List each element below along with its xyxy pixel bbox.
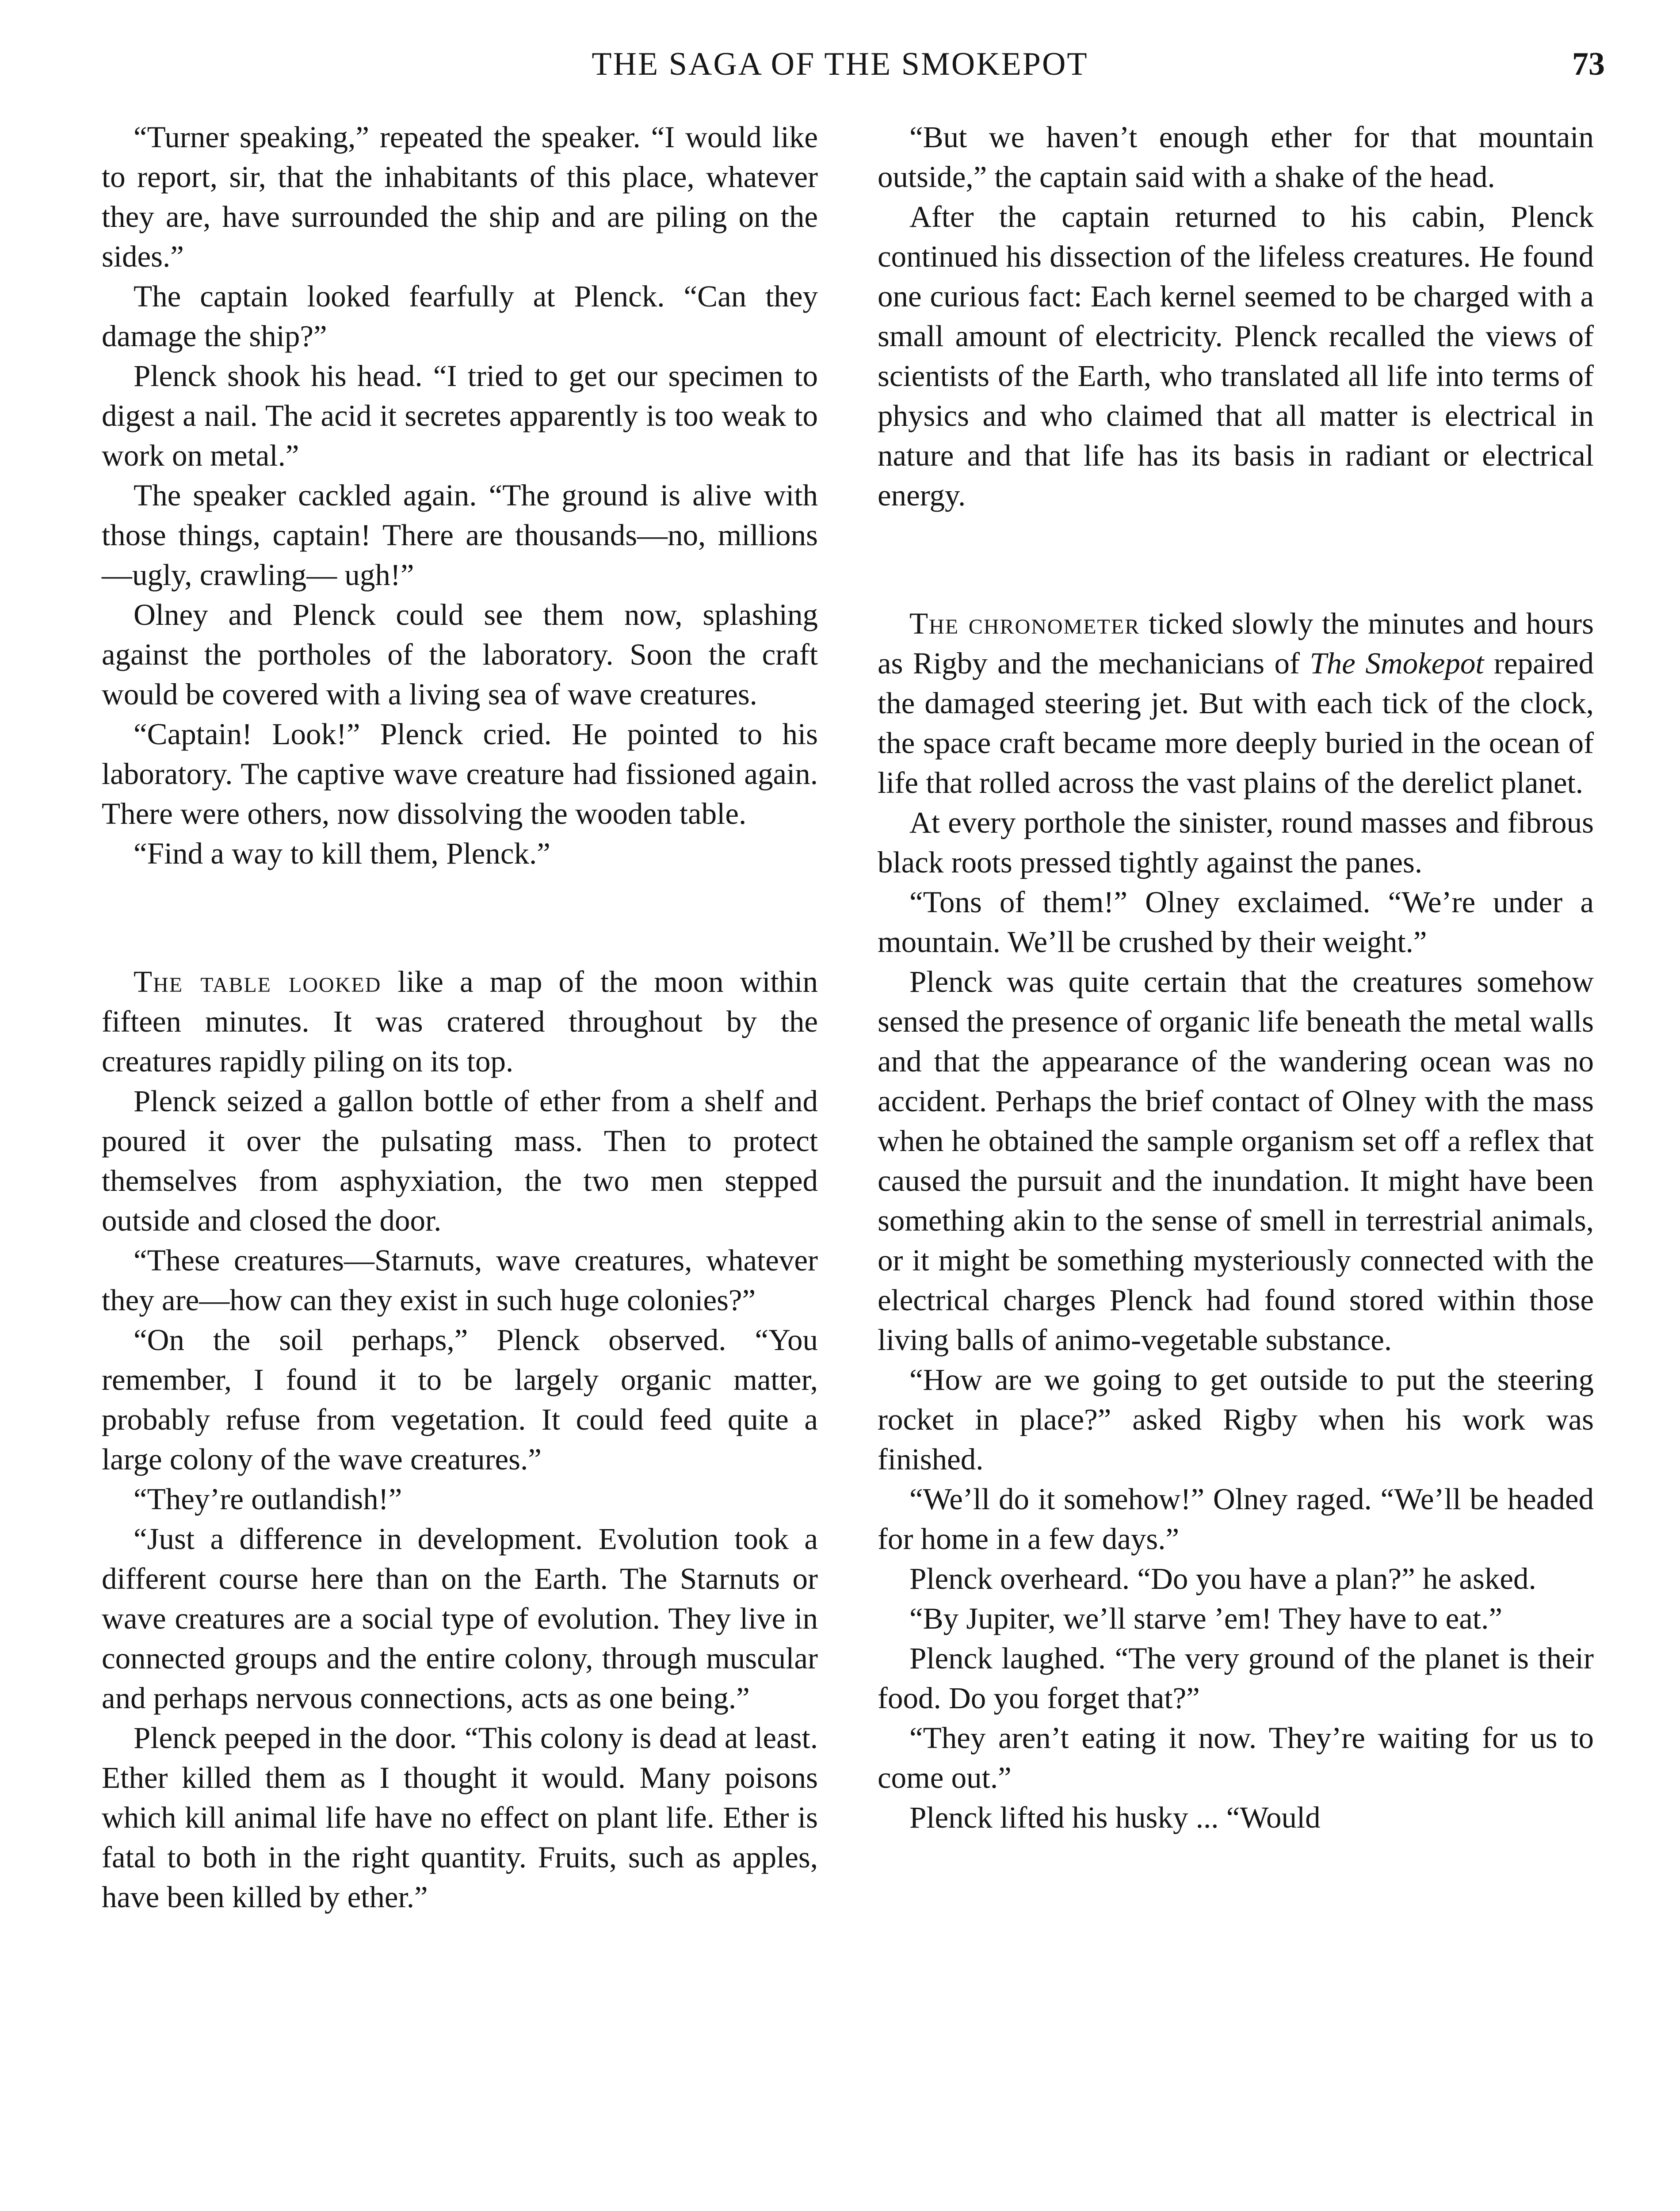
section-opening-text: ticked slowly the minutes and hours as Rigby and the mechanicians of [878,607,1594,680]
paragraph: “They aren’t eating it now. They’re waiting for us to come out.” [878,1721,1594,1794]
paragraph: At every porthole the sinister, round masses and fibrous black roots pressed tightly against the panes. [878,806,1594,879]
paragraph: “Find a way to kill them, Plenck.” [134,837,550,870]
left-column [102,117,818,1917]
section-opening-paragraph [102,962,818,1081]
section-opening-paragraph [878,604,1594,803]
paragraph: Plenck seized a gallon bottle of ether from a shelf and poured it over the pulsating mass. Then to protect themselves from asphyxiation, the two men stepped outside and closed the door. [102,1084,818,1237]
paragraph: Olney and Plenck could see them now, splashing against the portholes of the laboratory. Soon the craft would be covered with a living sea of wave creatures. [102,598,818,711]
paragraph: Plenck lifted his husky ... “Would [909,1801,1321,1834]
paragraph: The captain looked fearfully at Plenck. “Can they damage the ship?” [102,279,818,353]
paragraph: “Turner speaking,” repeated the speaker. “I would like to report, sir, that the inhabitants of this place, whatever they are, have surrounded the ship and are piling on the sides.” [102,120,818,273]
paragraph: “On the soil perhaps,” Plenck observed. “You remember, I found it to be largely organic matter, probably refuse from vegetation. It could feed quite a large colony of the wave creatures.” [102,1323,818,1476]
paragraph: Plenck overheard. “Do you have a plan?” he asked. [909,1562,1536,1595]
ship-name: The Smokepot [1310,646,1484,680]
right-column [878,117,1594,1837]
section-lead-words: The table looked [134,965,382,998]
section-opening-text: like a map of the moon within fifteen minutes. It was cratered throughout by the creatures rapidly piling on its top. [102,965,818,1078]
paragraph: Plenck was quite certain that the creatures somehow sensed the presence of organic life beneath the metal walls and that the appearance of the wandering ocean was no accident. Perhaps the brief contact of Olney with the mass when he obtained the sample organism set off a reflex that caused the pursuit and the inundation. It might have been something akin to the sense of smell in terrestrial animals, or it might be something mysteriously connected with the electrical charges Plenck had found stored within those living balls of animo-vegetable substance. [878,965,1594,1357]
page-number: 73 [1572,46,1605,82]
paragraph: “How are we going to get outside to put the steering rocket in place?” asked Rigby when his work was finished. [878,1363,1594,1476]
paragraph: Plenck peeped in the door. “This colony is dead at least. Ether killed them as I thought it would. Many poisons which kill animal life have no effect on plant life. Ether is fatal to both in the right quantity. Fruits, such as apples, have been killed by ether.” [102,1721,818,1914]
paragraph: “We’ll do it somehow!” Olney raged. “We’ll be headed for home in a few days.” [878,1482,1594,1556]
running-title: THE SAGA OF THE SMOKEPOT [592,46,1088,82]
paragraph: “Just a difference in development. Evolution took a different course here than on the Earth. The Starnuts or wave creatures are a social type of evolution. They live in connected groups and the entire colony, through muscular and perhaps nervous connections, acts as one being.” [102,1522,818,1715]
paragraph: “Captain! Look!” Plenck cried. He pointed to his laboratory. The captive wave creature had fissioned again. There were others, now dissolving the wooden table. [102,717,818,830]
paragraph: “These creatures—Starnuts, wave creatures, whatever they are—how can they exist in such huge colonies?” [102,1243,818,1317]
page-header [0,40,1680,88]
section-break [102,873,818,962]
paragraph: The speaker cackled again. “The ground is alive with those things, captain! There are thousands—no, millions—ugly, crawling— ugh!” [102,478,818,592]
paragraph: “Tons of them!” Olney exclaimed. “We’re under a mountain. We’ll be crushed by their weight.” [878,885,1594,959]
paragraph: “But we haven’t enough ether for that mountain outside,” the captain said with a shake of the head. [878,120,1594,194]
paragraph: After the captain returned to his cabin, Plenck continued his dissection of the lifeless creatures. He found one curious fact: Each kernel seemed to be charged with a small amount of electricity. Plenck recalled the views of scientists of the Earth, who translated all life into terms of physics and who claimed that all matter is electrical in nature and that life has its basis in radiant or electrical energy. [878,200,1594,512]
paragraph: “They’re outlandish!” [134,1482,402,1516]
paragraph: “By Jupiter, we’ll starve ’em! They have to eat.” [909,1602,1502,1635]
section-opening-text-continued: repaired the damaged steering jet. But with each tick of the clock, the space craft became more deeply buried in the ocean of life that rolled across the vast plains of the derelict planet. [878,646,1594,799]
section-break [878,515,1594,604]
paragraph: Plenck shook his head. “I tried to get our specimen to digest a nail. The acid it secretes apparently is too weak to work on metal.” [102,359,818,472]
section-lead-words: The chronometer [909,607,1140,640]
paragraph: Plenck laughed. “The very ground of the planet is their food. Do you forget that?” [878,1641,1594,1715]
